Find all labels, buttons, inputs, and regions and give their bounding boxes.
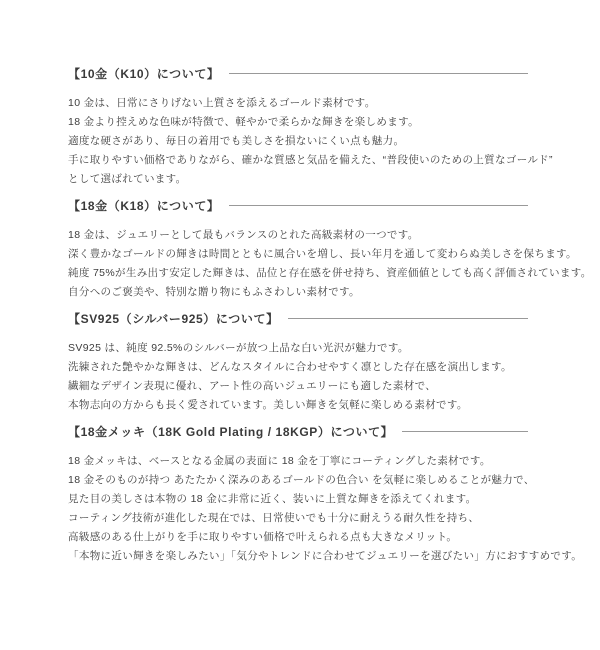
section-heading-row xyxy=(68,196,528,214)
body-line: SV925 は、純度 92.5%のシルバーが放つ上品な白い光沢が魅力です。 xyxy=(68,342,409,354)
body-line: 手に取りやすい価格でありながら、確かな質感と気品を備えた、“普段使いのための上質なゴールド” xyxy=(68,154,553,166)
body-line: として選ばれています。 xyxy=(68,173,187,185)
section-heading-row xyxy=(68,309,528,327)
heading-rule xyxy=(229,205,528,206)
heading-rule xyxy=(288,318,528,319)
material-section xyxy=(68,309,528,415)
section-heading: 【18金（K18）について】 xyxy=(68,198,220,213)
section-heading: 【18金メッキ（18K Gold Plating / 18KGP）について】 xyxy=(68,424,394,439)
body-line: 本物志向の方からも長く愛されています。美しい輝きを気軽に楽しめる素材です。 xyxy=(68,399,468,411)
body-line: 自分へのご褒美や、特別な贈り物にもふさわしい素材です。 xyxy=(68,286,360,298)
section-body xyxy=(68,226,592,302)
material-sections-container xyxy=(68,64,592,566)
body-line: 18 金は、ジュエリーとして最もバランスのとれた高級素材の一つです。 xyxy=(68,229,419,241)
body-line: 10 金は、日常にさりげない上質さを添えるゴールド素材です。 xyxy=(68,97,376,109)
section-body xyxy=(68,452,583,566)
body-line: 見た目の美しさは本物の 18 金に非常に近く、装いに上質な輝きを添えてくれます。 xyxy=(68,493,477,505)
section-body xyxy=(68,94,553,189)
body-line: 18 金メッキは、ベースとなる金属の表面に 18 金を丁寧にコーティングした素材です。 xyxy=(68,455,491,467)
body-line: 純度 75%が生み出す安定した輝きは、品位と存在感を併せ持ち、資産価値としても高く評価されています。 xyxy=(68,267,592,279)
heading-rule xyxy=(229,73,528,74)
section-heading-row xyxy=(68,64,528,82)
body-line: 深く豊かなゴールドの輝きは時間とともに風合いを増し、長い年月を通して変わらぬ美しさを保ちます。 xyxy=(68,248,577,260)
body-line: 適度な硬さがあり、毎日の着用でも美しさを損ないにくい点も魅力。 xyxy=(68,135,405,147)
body-line: 繊細なデザイン表現に優れ、アート性の高いジュエリーにも適した素材で、 xyxy=(68,380,437,392)
body-line: 18 金より控えめな色味が特徴で、軽やかで柔らかな輝きを楽しめます。 xyxy=(68,116,419,128)
body-line: 18 金そのものが持つ あたたかく深みのあるゴールドの色合い を気軽に楽しめることが魅力で、 xyxy=(68,474,535,486)
material-section xyxy=(68,64,553,189)
material-section xyxy=(68,422,583,566)
body-line: 高級感のある仕上がりを手に取りやすい価格で叶えられる点も大きなメリット。 xyxy=(68,531,458,543)
section-heading: 【10金（K10）について】 xyxy=(68,66,220,81)
section-heading: 【SV925（シルバー925）について】 xyxy=(68,311,279,326)
heading-rule xyxy=(402,431,528,432)
section-heading-row xyxy=(68,422,528,440)
material-section xyxy=(68,196,592,302)
body-line: 「本物に近い輝きを楽しみたい」「気分やトレンドに合わせてジュエリーを選びたい」方におすすめです。 xyxy=(68,550,583,562)
section-body xyxy=(68,339,528,415)
body-line: コーティング技術が進化した現在では、日常使いでも十分に耐えうる耐久性を持ち、 xyxy=(68,512,480,524)
body-line: 洗練された艶やかな輝きは、どんなスタイルに合わせやすく凛とした存在感を演出します。 xyxy=(68,361,512,373)
